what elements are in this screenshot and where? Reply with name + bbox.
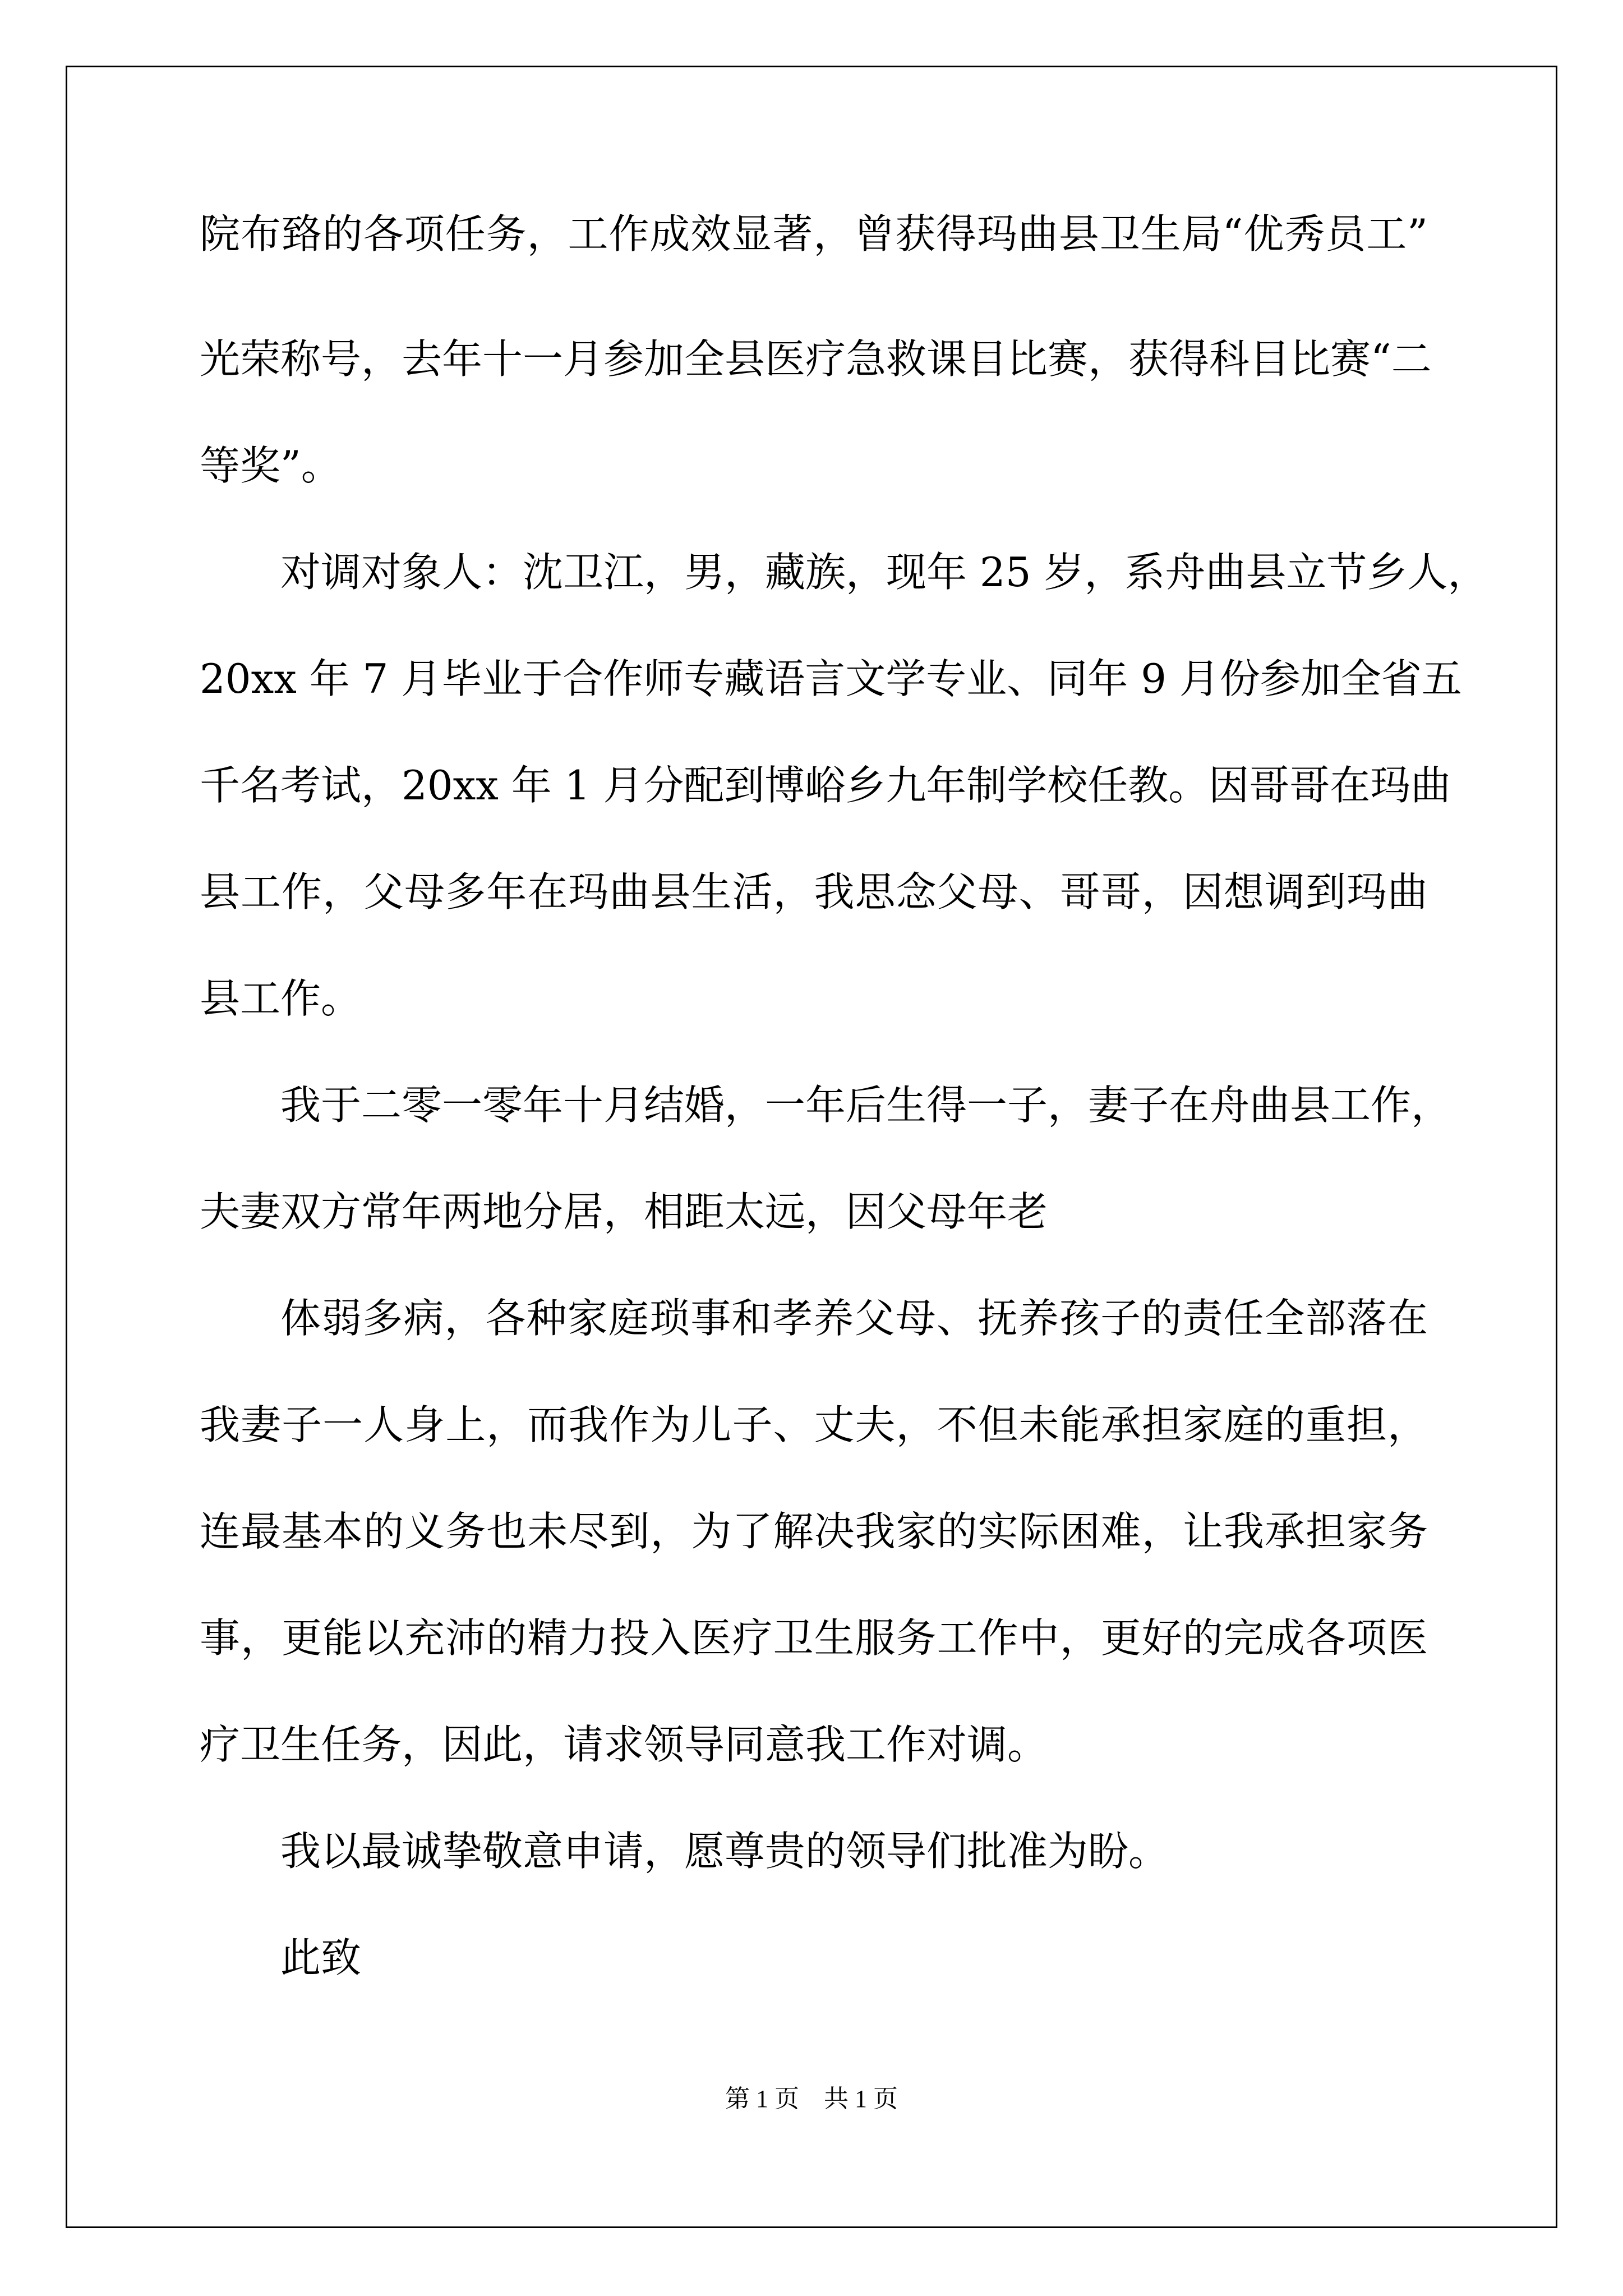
body-text-line: 县工作。	[200, 975, 362, 1022]
body-text-line: 等奖”。	[200, 442, 342, 489]
paragraph-first-line: 体弱多病，各种家庭琐事和孝养父母、抚养孩子的责任全部落在	[280, 1295, 1428, 1342]
body-text-line: 疗卫生任务，因此，请求领导同意我工作对调。	[200, 1721, 1048, 1768]
page-footer: 第 1 页 共 1 页	[725, 2085, 898, 2113]
body-text-line: 连最基本的义务也未尽到，为了解决我家的实际困难，让我承担家务	[200, 1508, 1428, 1555]
body-text-line: 千名考试，20xx 年 1 月分配到博峪乡九年制学校任教。因哥哥在玛曲	[200, 762, 1451, 809]
body-text-line: 事，更能以充沛的精力投入医疗卫生服务工作中，更好的完成各项医	[200, 1614, 1428, 1662]
page-border	[66, 66, 1557, 2228]
paragraph-first-line: 我以最诚挚敬意申请，愿尊贵的领导们批准为盼。	[280, 1828, 1169, 1875]
body-text-line: 院布臵的各项任务，工作成效显著，曾获得玛曲县卫生局“优秀员工”	[200, 210, 1428, 257]
paragraph-first-line: 我于二零一零年十月结婚，一年后生得一子，妻子在舟曲县工作，	[280, 1082, 1452, 1129]
body-text-line: 光荣称号，去年十一月参加全县医疗急救课目比赛，获得科目比赛“二	[200, 335, 1432, 383]
body-text-line: 20xx 年 7 月毕业于合作师专藏语言文学专业、同年 9 月份参加全省五	[200, 655, 1462, 702]
body-text-line: 我妻子一人身上，而我作为儿子、丈夫，不但未能承担家庭的重担，	[200, 1401, 1428, 1448]
paragraph-first-line: 对调对象人：沈卫江，男，藏族，现年 25 岁，系舟曲县立节乡人，	[280, 549, 1488, 596]
body-text-line: 县工作，父母多年在玛曲县生活，我思念父母、哥哥，因想调到玛曲	[200, 868, 1428, 915]
body-text-line: 夫妻双方常年两地分居，相距太远，因父母年老	[200, 1188, 1048, 1235]
closing-salutation: 此致	[280, 1934, 362, 1981]
